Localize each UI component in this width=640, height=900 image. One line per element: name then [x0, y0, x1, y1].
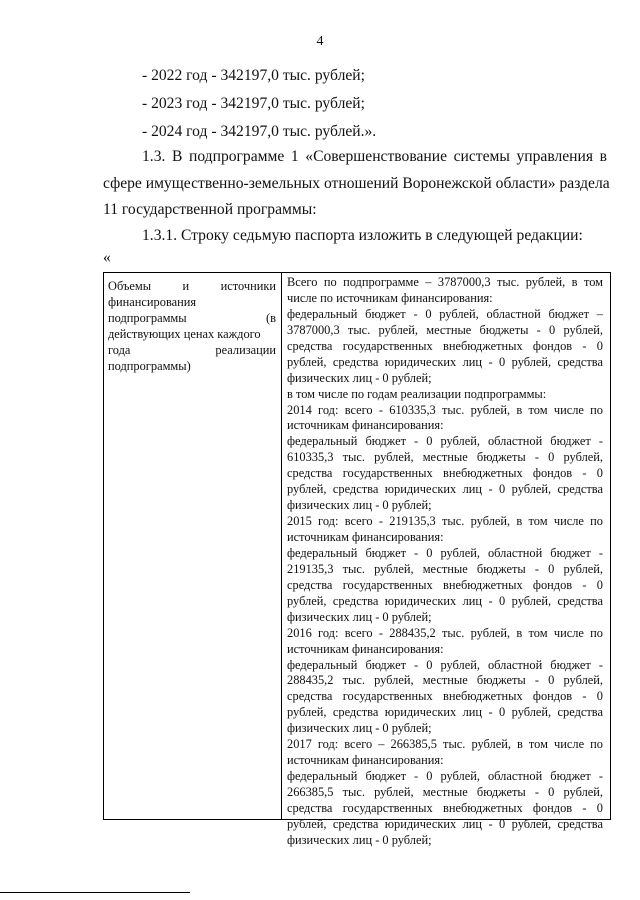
right-cell-line: рублей, средства юридических лиц - 0 рублей, средства: [287, 593, 603, 608]
right-cell-line: 2015 год: всего - 219135,3 тыс. рублей, в том числе по: [287, 514, 603, 529]
right-cell-line: физических лиц - 0 рублей;: [287, 609, 432, 624]
right-cell-line: 219135,3 тыс. рублей, местные бюджеты - 0 рублей,: [287, 561, 603, 576]
right-cell-line: физических лиц - 0 рублей;: [287, 498, 432, 513]
left-cell-line: Объемы и источники: [108, 279, 276, 293]
paragraph-1-3-1: 1.3.1. Строку седьмую паспорта изложить в следующей редакции:: [142, 227, 583, 244]
footnote-rule: [0, 892, 190, 893]
right-cell-line: источникам финансирования:: [287, 753, 444, 768]
opening-quote: «: [103, 249, 111, 266]
right-cell-line: 2016 год: всего - 288435,2 тыс. рублей, в том числе по: [287, 625, 603, 640]
intro-line-2024: - 2024 год - 342197,0 тыс. рублей.».: [142, 123, 377, 140]
paragraph-1-3-line-1: 1.3. В подпрограмме 1 «Совершенствование системы управления в: [142, 148, 607, 165]
right-cell-line: федеральный бюджет - 0 рублей, областной бюджет -: [287, 657, 603, 672]
right-cell-line: рублей, средства юридических лиц - 0 рублей, средства: [287, 705, 603, 720]
intro-line-2022: - 2022 год - 342197,0 тыс. рублей;: [142, 67, 365, 84]
right-cell-line: средства государственных внебюджетных фондов - 0: [287, 800, 603, 815]
left-cell-line: финансирования: [108, 294, 197, 309]
right-cell-line: 266385,5 тыс. рублей, местные бюджеты - 0 рублей,: [287, 785, 603, 799]
right-cell-line: 2017 год: всего – 266385,5 тыс. рублей, в том числе по: [287, 737, 603, 752]
left-cell-line: подпрограммы (в: [108, 310, 276, 325]
right-cell-line: федеральный бюджет - 0 рублей, областной бюджет -: [287, 434, 603, 449]
right-cell-line: федеральный бюджет - 0 рублей, областной бюджет –: [287, 306, 603, 321]
right-cell-line: Всего по подпрограмме – 3787000,3 тыс. рублей, в том: [287, 275, 603, 289]
right-cell-line: 610335,3 тыс. рублей, местные бюджеты - 0 рублей,: [287, 450, 603, 465]
right-cell-line: физических лиц - 0 рублей;: [287, 370, 432, 385]
right-cell-line: физических лиц - 0 рублей;: [287, 832, 432, 847]
page-number: 4: [316, 34, 324, 49]
right-cell-line: рублей, средства юридических лиц - 0 рублей, средства: [287, 354, 603, 369]
intro-line-2023: - 2023 год - 342197,0 тыс. рублей;: [142, 95, 365, 112]
right-cell-line: 288435,2 тыс. рублей, местные бюджеты - 0 рублей,: [287, 673, 603, 688]
right-cell-line: 3787000,3 тыс. рублей, местные бюджеты - 0 рублей,: [287, 322, 603, 337]
right-cell-line: средства государственных внебюджетных фондов - 0: [287, 338, 603, 353]
right-cell-line: федеральный бюджет - 0 рублей, областной бюджет -: [287, 545, 603, 560]
right-cell-line: в том числе по годам реализации подпрограммы:: [287, 386, 547, 401]
right-cell-line: источникам финансирования:: [287, 418, 444, 433]
right-cell-line: числе по источникам финансирования:: [287, 290, 493, 305]
left-cell-line: подпрограммы): [108, 358, 191, 373]
table-left-cell: [108, 279, 276, 375]
right-cell-line: федеральный бюджет - 0 рублей, областной бюджет -: [287, 769, 603, 784]
right-cell-line: средства государственных внебюджетных фондов - 0: [287, 689, 603, 704]
right-cell-line: физических лиц - 0 рублей;: [287, 721, 432, 736]
passport-table: [103, 272, 611, 847]
paragraph-1-3-line-2: сфере имущественно-земельных отношений Воронежской области» раздела: [103, 175, 610, 192]
table-right-cell: [287, 275, 603, 849]
left-cell-line: года реализации: [108, 342, 276, 357]
right-cell-line: источникам финансирования:: [287, 641, 444, 656]
right-cell-line: 2014 год: всего - 610335,3 тыс. рублей, в том числе по: [287, 402, 603, 417]
paragraph-1-3-line-3: 11 государственной программы:: [103, 201, 317, 218]
table-column-divider: [281, 273, 282, 819]
right-cell-line: рублей, средства юридических лиц - 0 рублей, средства: [287, 482, 603, 497]
right-cell-line: рублей, средства юридических лиц - 0 рублей, средства: [287, 816, 603, 831]
right-cell-line: источникам финансирования:: [287, 530, 444, 544]
right-cell-line: средства государственных внебюджетных фондов - 0: [287, 577, 603, 592]
left-cell-line: действующих ценах каждого: [108, 326, 261, 341]
right-cell-line: средства государственных внебюджетных фондов - 0: [287, 466, 603, 481]
